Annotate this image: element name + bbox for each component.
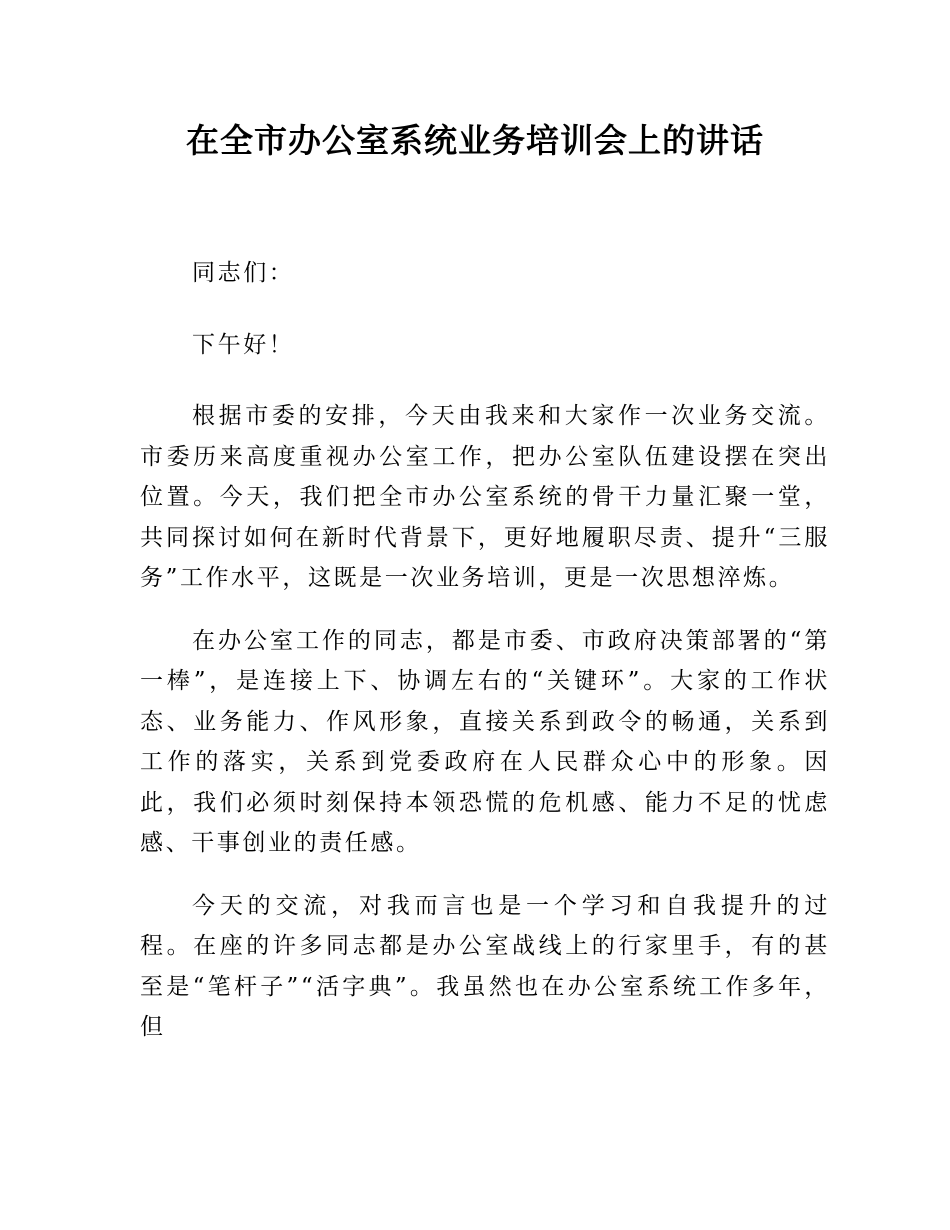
- greeting: 下午好！: [192, 331, 295, 358]
- paragraph-2: 在办公室工作的同志，都是市委、市政府决策部署的“第一棒”，是连接上下、协调左右的“关键环”。大家的工作状态、业务能力、作风形象，直接关系到政令的畅通，关系到工作的落实，关系到党委政府在人民群众心中的形象。因此，我们必须时刻保持本领恐慌的危机感、能力不足的忧虑感、干事创业的责任感。: [140, 627, 830, 856]
- document-title: 在全市办公室系统业务培训会上的讲话: [186, 121, 764, 160]
- salutation: 同志们：: [192, 260, 295, 286]
- paragraph-3: 今天的交流，对我而言也是一个学习和自我提升的过程。在座的许多同志都是办公室战线上的行家里手，有的甚至是“笔杆子”“活字典”。我虽然也在办公室系统工作多年，但: [140, 892, 830, 1040]
- document-body: [140, 253, 830, 1070]
- paragraph-1: 根据市委的安排，今天由我来和大家作一次业务交流。市委历来高度重视办公室工作，把办公室队伍建设摆在突出位置。今天，我们把全市办公室系统的骨干力量汇聚一堂，共同探讨如何在新时代背景下，更好地履职尽责、提升“三服务”工作水平，这既是一次业务培训，更是一次思想淬炼。: [140, 403, 830, 591]
